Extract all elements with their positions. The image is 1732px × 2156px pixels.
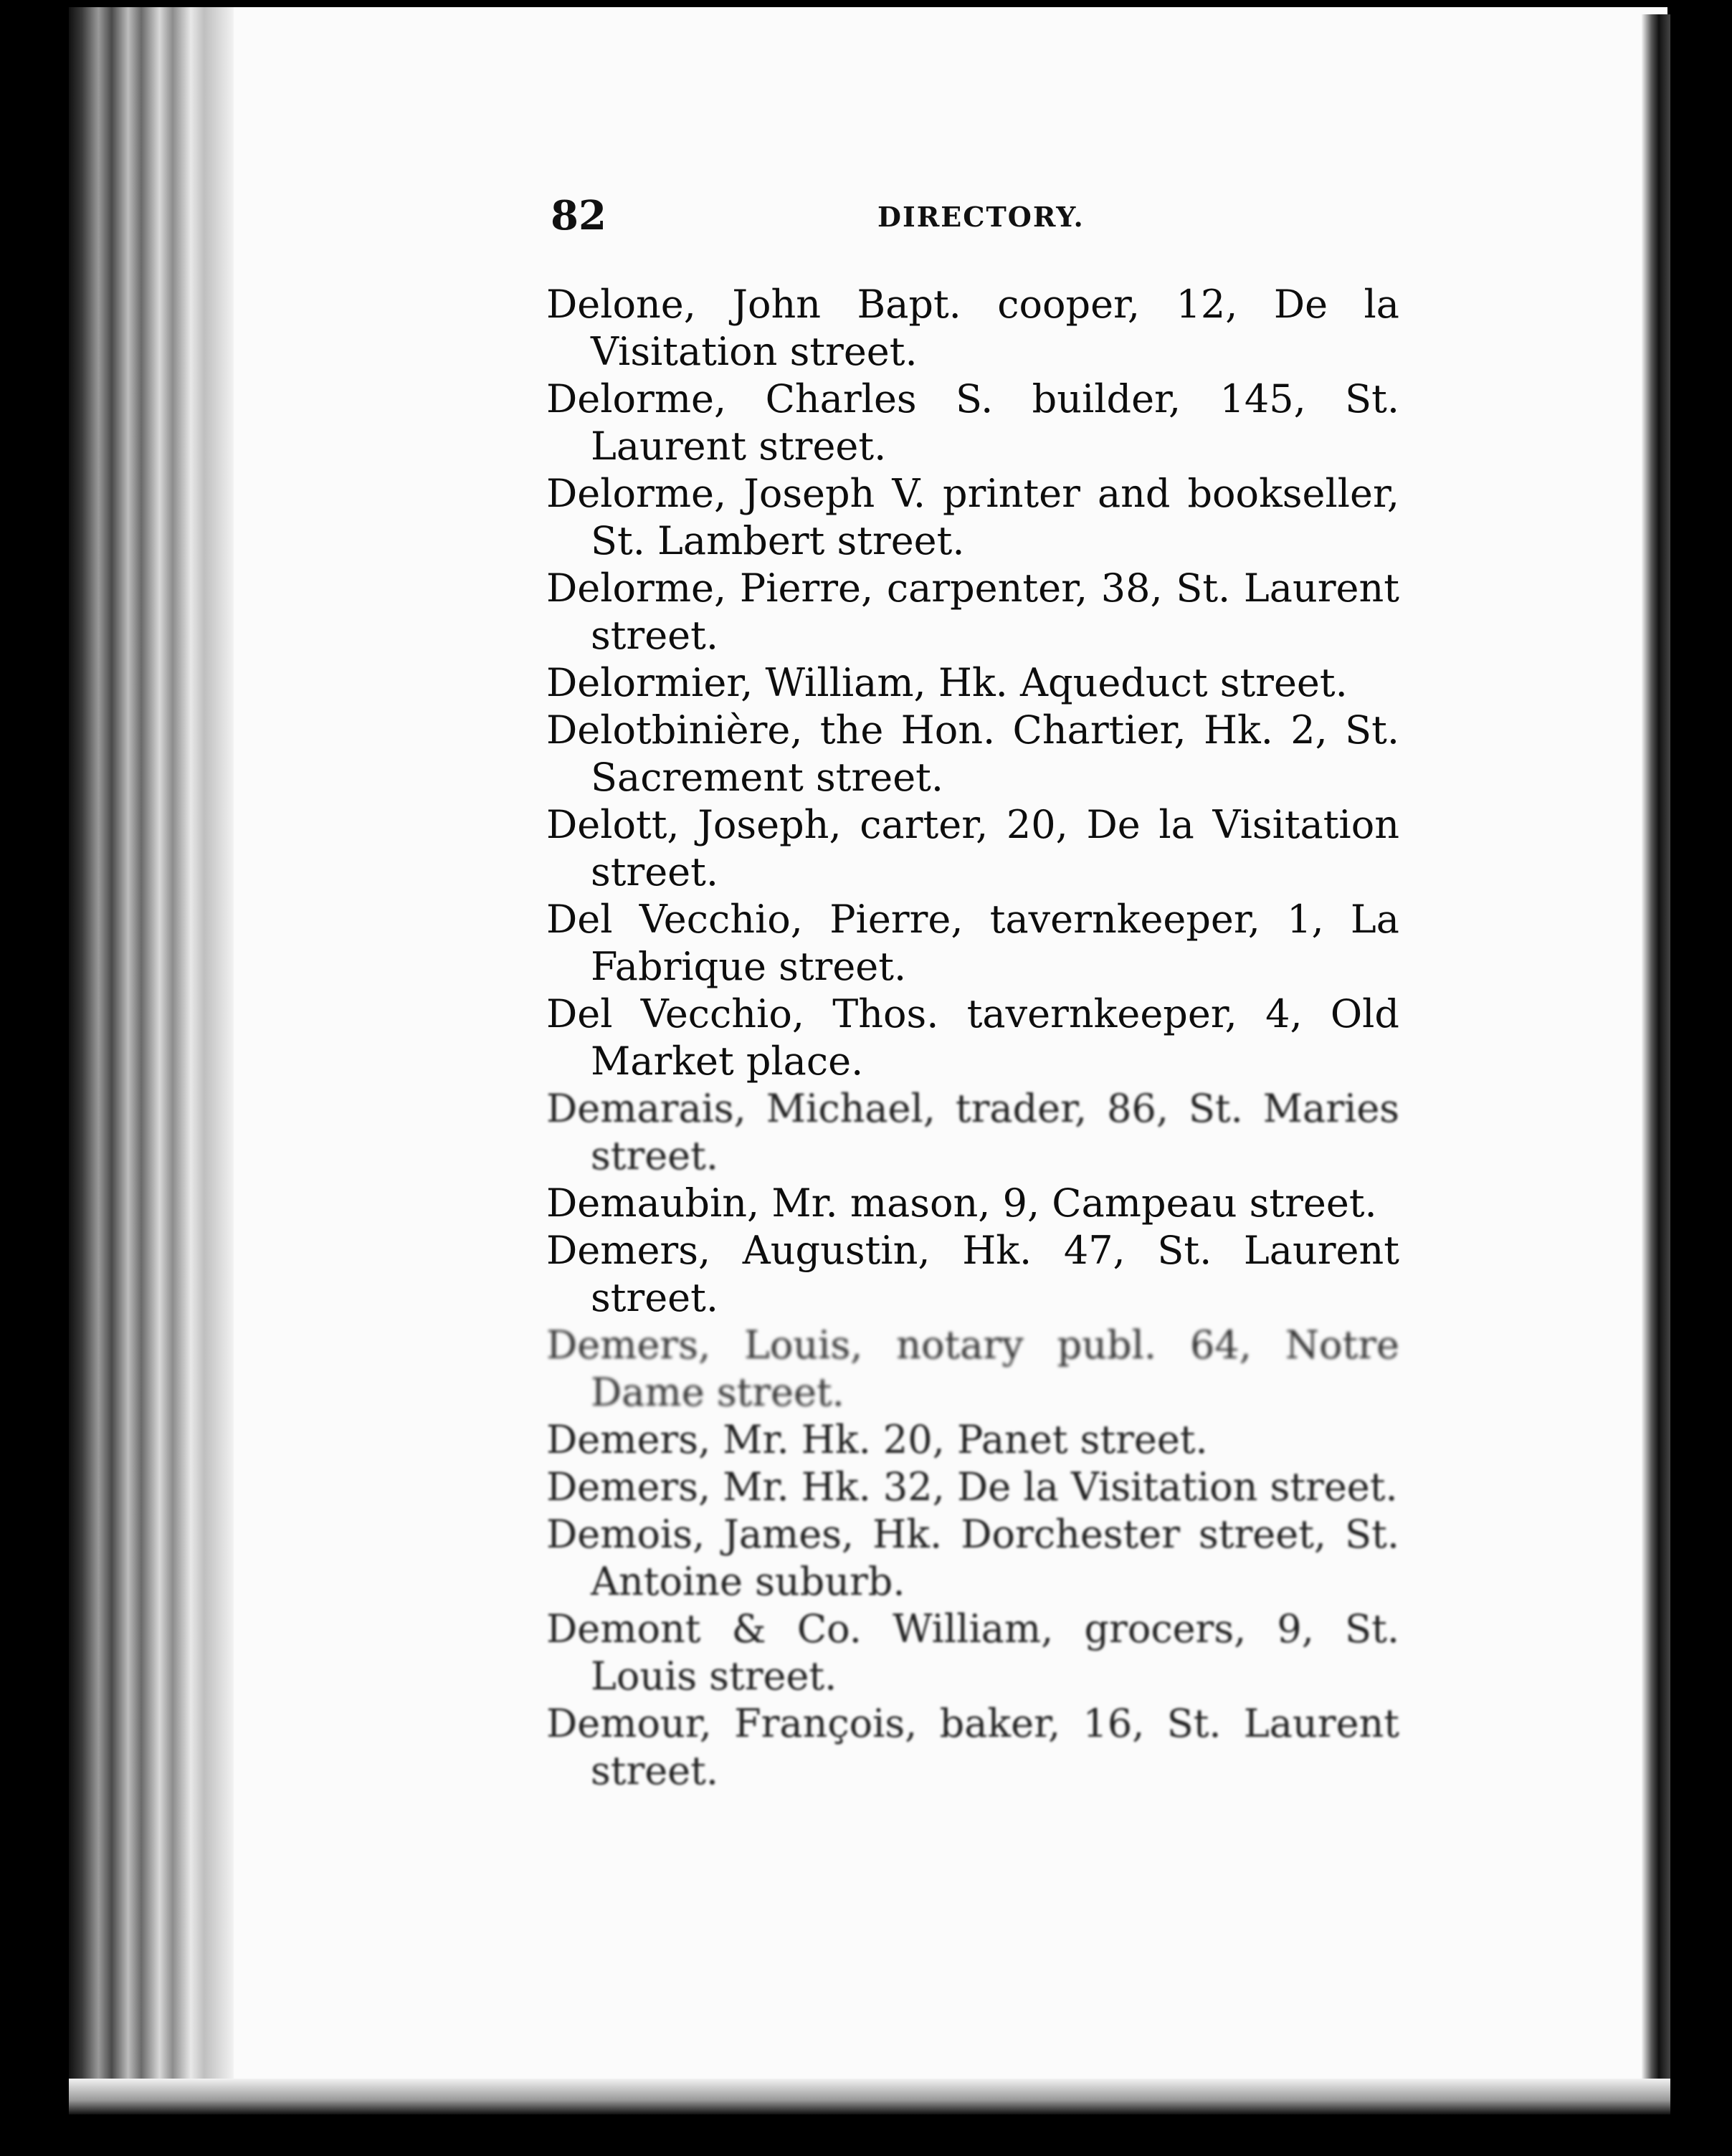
scan-border-right [1670,7,1732,2129]
page-header [551,192,1396,249]
book-gutter [69,7,234,2114]
directory-entry: Demour, François, baker, 16, St. Laurent street. [546,1701,1399,1793]
directory-entry: Demont & Co. William, grocers, 9, St. Louis street. [546,1606,1399,1699]
directory-entry: Delormier, William, Hk. Aqueduct street. [546,660,1348,705]
directory-entry: Delorme, Joseph V. printer and bookseller, St. Lambert street. [546,471,1399,563]
directory-entry: Del Vecchio, Thos. tavernkeeper, 4, Old Market place. [546,991,1399,1084]
directory-entry: Delorme, Pierre, carpenter, 38, St. Laurent street. [546,566,1399,658]
directory-entry: Demarais, Michael, trader, 86, St. Maries street. [546,1086,1399,1178]
page-right-edge [1642,14,1670,2107]
directory-entry: Delott, Joseph, carter, 20, De la Visitation street. [546,802,1399,895]
page-number: 82 [551,192,606,239]
directory-entries [546,281,1399,1795]
directory-entry: Demers, Mr. Hk. 32, De la Visitation street. [546,1464,1398,1509]
directory-entry: Demers, Louis, notary publ. 64, Notre Dame street. [546,1322,1399,1415]
directory-entry: Demers, Augustin, Hk. 47, St. Laurent street. [546,1228,1399,1320]
page-bottom-edge [69,2079,1670,2114]
running-title: DIRECTORY. [877,201,1085,233]
directory-entry: Demois, James, Hk. Dorchester street, St. Antoine suburb. [546,1512,1399,1604]
directory-entry: Demaubin, Mr. mason, 9, Campeau street. [546,1180,1377,1226]
directory-entry: Del Vecchio, Pierre, tavernkeeper, 1, La Fabrique street. [546,897,1399,989]
directory-entry: Delotbinière, the Hon. Chartier, Hk. 2, St. Sacrement street. [546,707,1399,800]
directory-entry: Delorme, Charles S. builder, 145, St. Laurent street. [546,376,1399,469]
directory-entry: Demers, Mr. Hk. 20, Panet street. [546,1417,1208,1462]
directory-entry: Delone, John Bapt. cooper, 12, De la Visitation street. [546,282,1399,374]
